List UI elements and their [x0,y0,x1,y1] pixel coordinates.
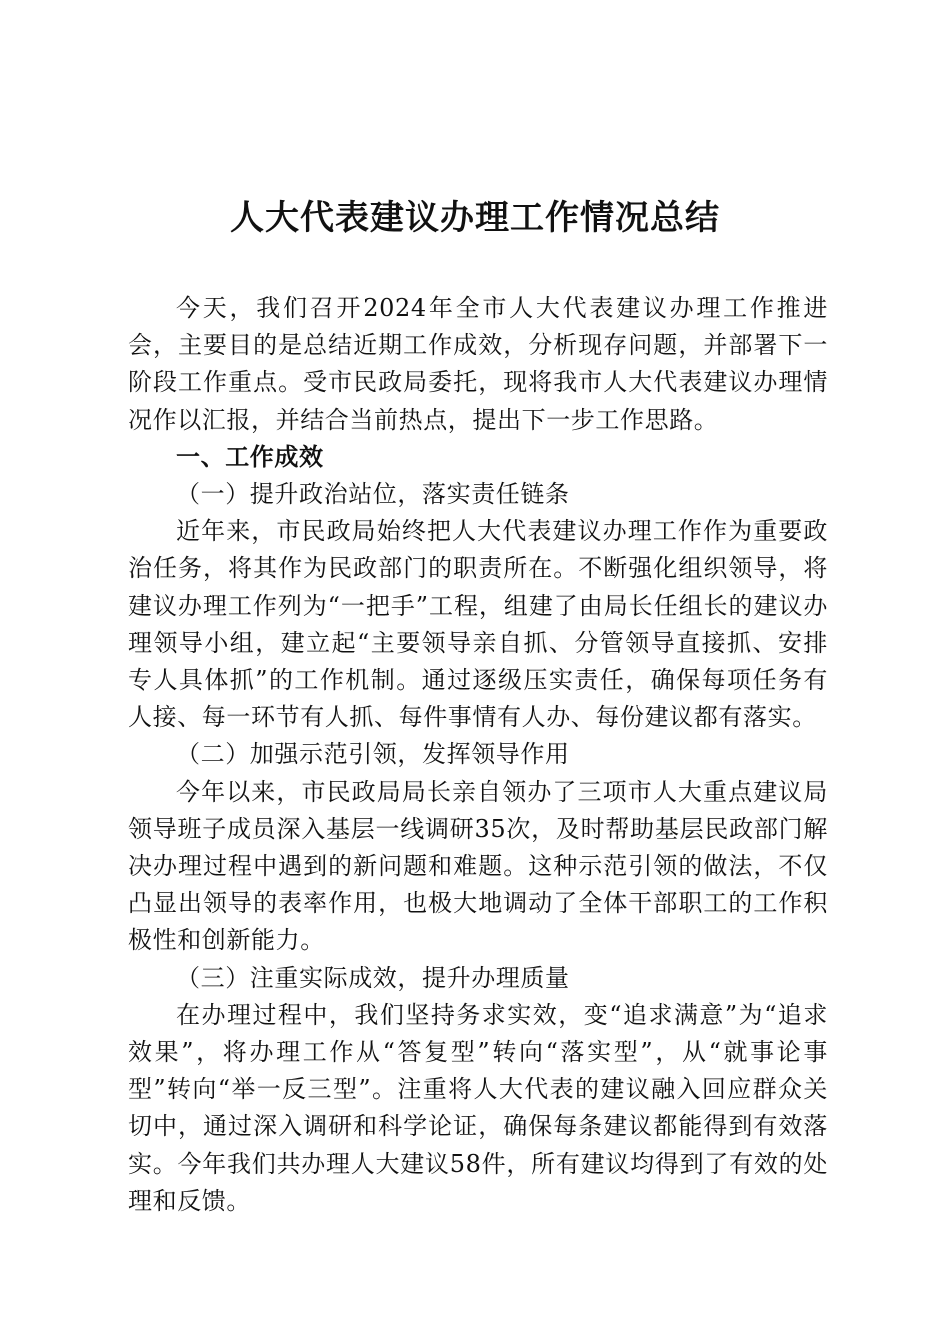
subsection-paragraph-1: 近年来，市民政局始终把人大代表建议办理工作作为重要政治任务，将其作为民政部门的职责所在。不断强化组织领导，将建议办理工作列为“一把手”工程，组建了由局长任组长的建议办理领导小组，建立起“主要领导亲自抓、分管领导直接抓、安排专人具体抓”的工作机制。通过逐级压实责任，确保每项任务有人接、每一环节有人抓、每件事情有人办、每份建议都有落实。 [128,517,828,732]
subsection-paragraph-3: 在办理过程中，我们坚持务求实效，变“追求满意”为“追求效果”，将办理工作从“答复型”转向“落实型”，从“就事论事型”转向“举一反三型”。注重将人大代表的建议融入回应群众关切中，通过深入调研和科学论证，确保每条建议都能得到有效落实。今年我们共办理人大建议58件，所有建议均得到了有效的处理和反馈。 [128,1000,828,1215]
section-heading-achievements: 一、工作成效 [176,442,324,471]
document-title: 人大代表建议办理工作情况总结 [230,198,720,238]
subsection-heading-1: （一）提升政治站位，落实责任链条 [176,480,570,509]
subsection-heading-3: （三）注重实际成效，提升办理质量 [176,963,570,992]
subsection-paragraph-2: 今年以来，市民政局局长亲自领办了三项市人大重点建议局领导班子成员深入基层一线调研35次，及时帮助基层民政部门解决办理过程中遇到的新问题和难题。这种示范引领的做法，不仅凸显出领导的表率作用，也极大地调动了全体干部职工的工作积极性和创新能力。 [128,777,828,955]
document-body [128,290,828,1220]
intro-paragraph: 今天，我们召开2024年全市人大代表建议办理工作推进会，主要目的是总结近期工作成效，分析现存问题，并部署下一阶段工作重点。受市民政局委托，现将我市人大代表建议办理情况作以汇报，并结合当前热点，提出下一步工作思路。 [128,294,828,434]
subsection-heading-2: （二）加强示范引领，发挥领导作用 [176,740,570,769]
